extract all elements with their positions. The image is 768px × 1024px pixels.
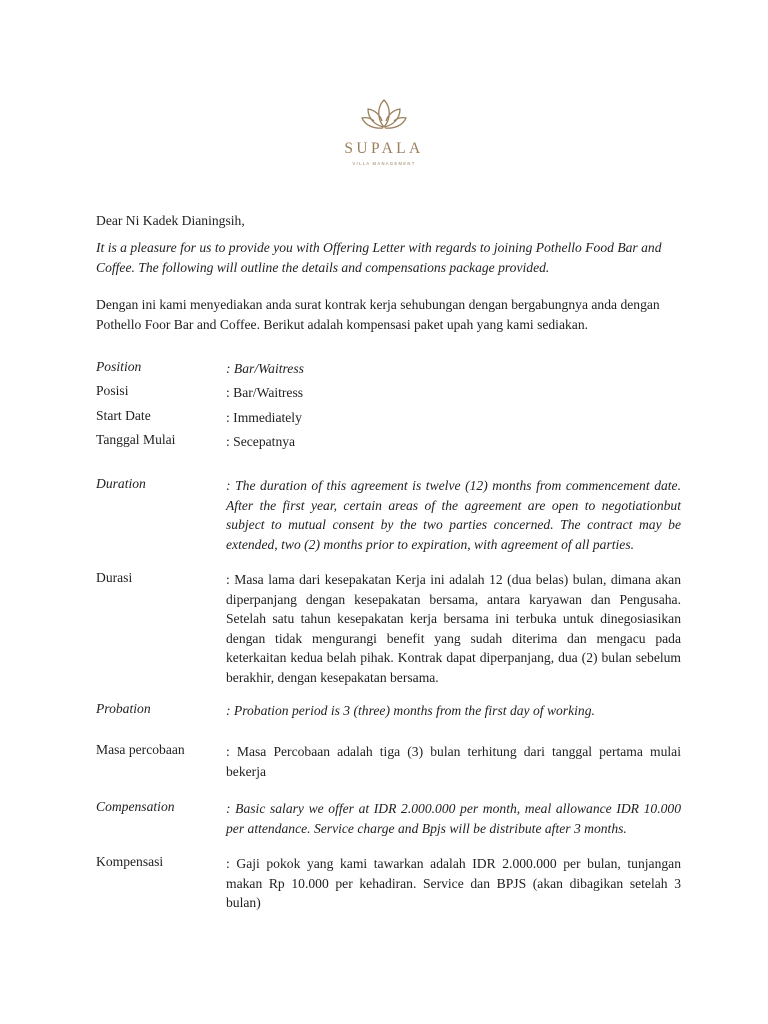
detail-label-masa-percobaan: Masa percobaan: [96, 742, 185, 757]
detail-label-posisi: Posisi: [96, 383, 129, 398]
brand-tagline: VILLA MANAGEMENT: [352, 161, 416, 166]
detail-value-probation: : Probation period is 3 (three) months from the first day of working.: [226, 703, 595, 718]
company-logo: [0, 96, 768, 166]
greeting: Dear Ni Kadek Dianingsih,: [96, 213, 245, 228]
intro-indonesian: Dengan ini kami menyediakan anda surat kontrak kerja sehubungan dengan bergabungnya anda dengan Pothello Foor Bar and Coffee. Berikut adalah kompensasi paket upah yang kami sediakan.: [96, 297, 660, 332]
detail-label-position: Position: [96, 359, 142, 374]
detail-value-durasi: : Masa lama dari kesepakatan Kerja ini adalah 12 (dua belas) bulan, dimana akan diperpanjang dengan kesepakatan bersama, antara karyawan dan Pengusaha. Setelah satu tahun kesepakatan kerja bersama ini terbuka untuk dinegosiasikan dengan tidak mengurangi benefit yang sudah diterima dan mengacu pada keterkaitan kedua belah pihak. Kontrak dapat diperpanjang, dua (2) bulan sebelum berakhir, dengan kesepakatan bersama.: [226, 572, 681, 685]
detail-value-compensation: : Basic salary we offer at IDR 2.000.000 per month, meal allowance IDR 10.000 per attendance. Service charge and Bpjs will be distribute after 3 months.: [226, 801, 681, 836]
detail-value-kompensasi: : Gaji pokok yang kami tawarkan adalah IDR 2.000.000 per bulan, tunjangan makan Rp 10.000 per kehadiran. Service dan BPJS (akan dibagikan setelah 3 bulan): [226, 856, 681, 910]
detail-value-masa-percobaan: : Masa Percobaan adalah tiga (3) bulan terhitung dari tanggal pertama mulai bekerja: [226, 744, 681, 779]
detail-value-position: : Bar/Waitress: [226, 361, 304, 376]
detail-value-posisi: : Bar/Waitress: [226, 385, 304, 400]
brand-name: SUPALA: [344, 140, 424, 157]
detail-label-start-date: Start Date: [96, 408, 151, 423]
detail-value-tanggal-mulai: : Secepatnya: [226, 434, 296, 449]
detail-label-tanggal-mulai: Tanggal Mulai: [96, 432, 176, 447]
intro-english: It is a pleasure for us to provide you with Offering Letter with regards to joining Pothello Food Bar and Coffee. The following will outline the details and compensations package provided.: [96, 240, 662, 275]
detail-label-probation: Probation: [96, 701, 151, 716]
lotus-icon: [358, 96, 410, 136]
detail-label-duration: Duration: [96, 476, 146, 491]
detail-label-durasi: Durasi: [96, 570, 133, 585]
detail-label-kompensasi: Kompensasi: [96, 854, 164, 869]
detail-value-start-date: : Immediately: [226, 410, 302, 425]
detail-value-duration: : The duration of this agreement is twelve (12) months from commencement date. After the first year, certain areas of the agreement are open to negotiationbut subject to mutual consent by the two parties concerned. The contract may be extended, two (2) months prior to expiration, with agreement of all parties.: [226, 478, 681, 552]
detail-label-compensation: Compensation: [96, 799, 175, 814]
